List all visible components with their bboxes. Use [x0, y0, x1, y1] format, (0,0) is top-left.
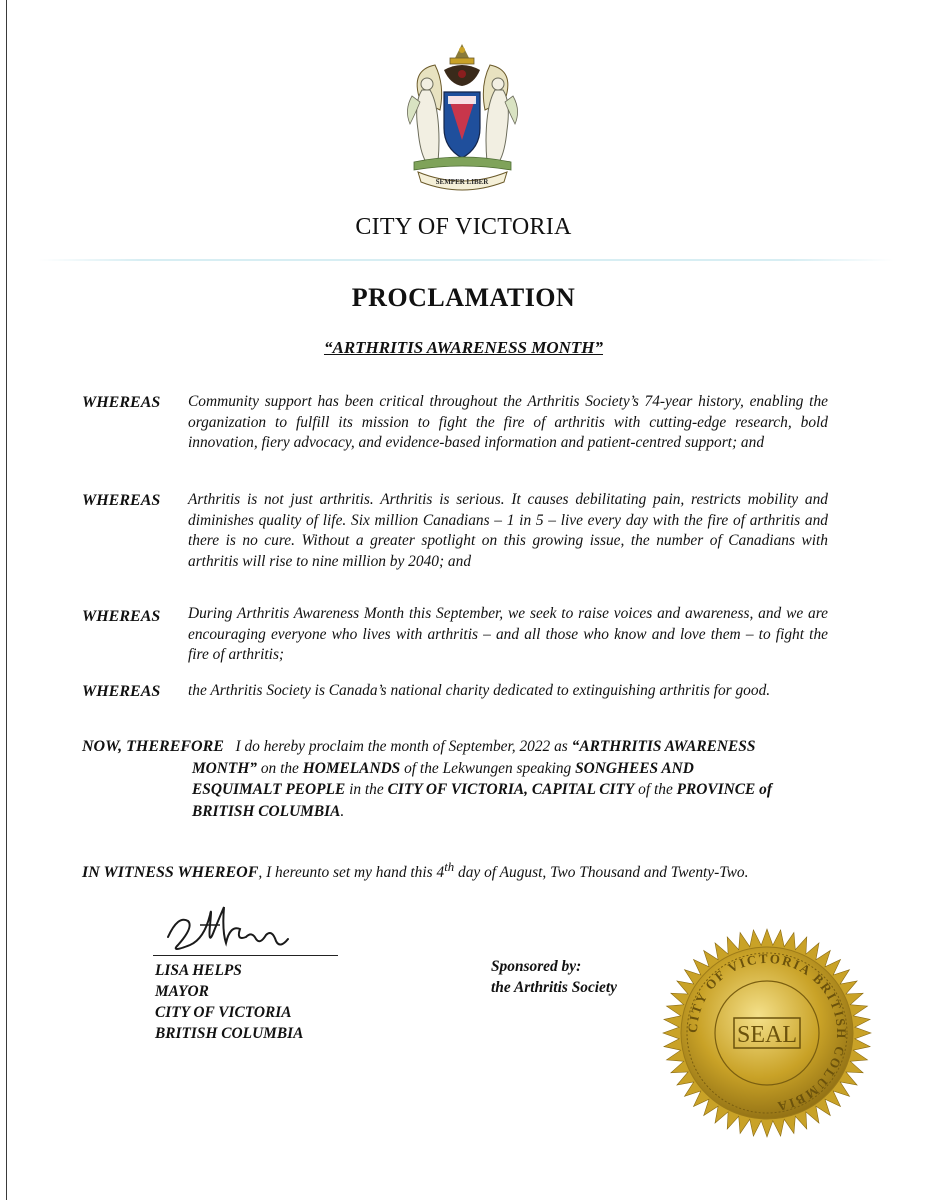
- seal-center-text: SEAL: [737, 1022, 797, 1048]
- whereas-text: the Arthritis Society is Canada’s national charity dedicated to extinguishing arthritis for good.: [188, 682, 771, 699]
- header-divider: [38, 259, 894, 261]
- whereas-text: Arthritis is not just arthritis. Arthritis is serious. It causes debilitating pain, restricts mobility and diminishes quality of life. Six million Canadians – 1 in 5 – live every day with the fire of arthritis and there is no cure. Without a greater spotlight on this growing issue, the number of Canadians with arthritis will rise to nine million by 2040; and: [188, 491, 828, 570]
- now-therefore-clause: NOW, THEREFORE I do hereby proclaim the month of September, 2022 as “ARTHRITIS AWARENESS MONTH” on the HOMELANDS of the Lekwungen speaking SONGHEES AND ESQUIMALT PEOPLE in the CITY OF VICTORIA, CAPITAL CITY of the PROVINCE of BRITISH COLUMBIA.: [82, 738, 772, 820]
- witness-label: IN WITNESS WHEREOF: [82, 864, 259, 882]
- sponsor-label: Sponsored by:: [491, 958, 582, 975]
- now-therefore-label: NOW, THEREFORE: [82, 738, 224, 755]
- crest-motto: SEMPER LIBER: [435, 178, 489, 186]
- witness-clause: IN WITNESS WHEREOF, I hereunto set my hand this 4th day of August, Two Thousand and Twenty-Two.: [82, 860, 749, 882]
- whereas-text: Community support has been critical throughout the Arthritis Society’s 74-year history, enabling the organization to fulfill its mission to fight the fire of arthritis with cutting-edge research, bold innovation, fiery advocacy, and evidence-based information and patient-centred support; and: [188, 393, 828, 452]
- signer-name: LISA HELPS: [155, 962, 242, 979]
- proclamation-title: PROCLAMATION: [351, 283, 576, 312]
- whereas-label: WHEREAS: [82, 683, 161, 700]
- whereas-label: WHEREAS: [82, 492, 161, 509]
- scan-edge: [6, 0, 7, 1200]
- whereas-text: During Arthritis Awareness Month this September, we seek to raise voices and awareness, and we are encouraging everyone who lives with arthritis – and all those who know and love them – to fight the fire of arthritis;: [188, 605, 828, 664]
- proclamation-subtitle: “ARTHRITIS AWARENESS MONTH”: [323, 338, 603, 357]
- whereas-label: WHEREAS: [82, 608, 161, 625]
- seal-ring-text: CITY OF VICTORIA BRITISH COLUMBIA: [684, 950, 850, 1115]
- signature-line: [153, 955, 338, 956]
- city-title: CITY OF VICTORIA: [355, 214, 572, 240]
- gold-seal-icon: [662, 928, 872, 1138]
- signer-city: CITY OF VICTORIA: [155, 1004, 292, 1021]
- sponsor-block: [491, 956, 617, 998]
- signer-block: [155, 960, 303, 1044]
- sponsor-name: the Arthritis Society: [491, 979, 617, 996]
- city-crest-emblem: [400, 40, 525, 192]
- whereas-label: WHEREAS: [82, 394, 161, 411]
- signer-role: MAYOR: [155, 983, 209, 1000]
- mayor-signature: [160, 895, 300, 955]
- signer-province: BRITISH COLUMBIA: [155, 1025, 304, 1042]
